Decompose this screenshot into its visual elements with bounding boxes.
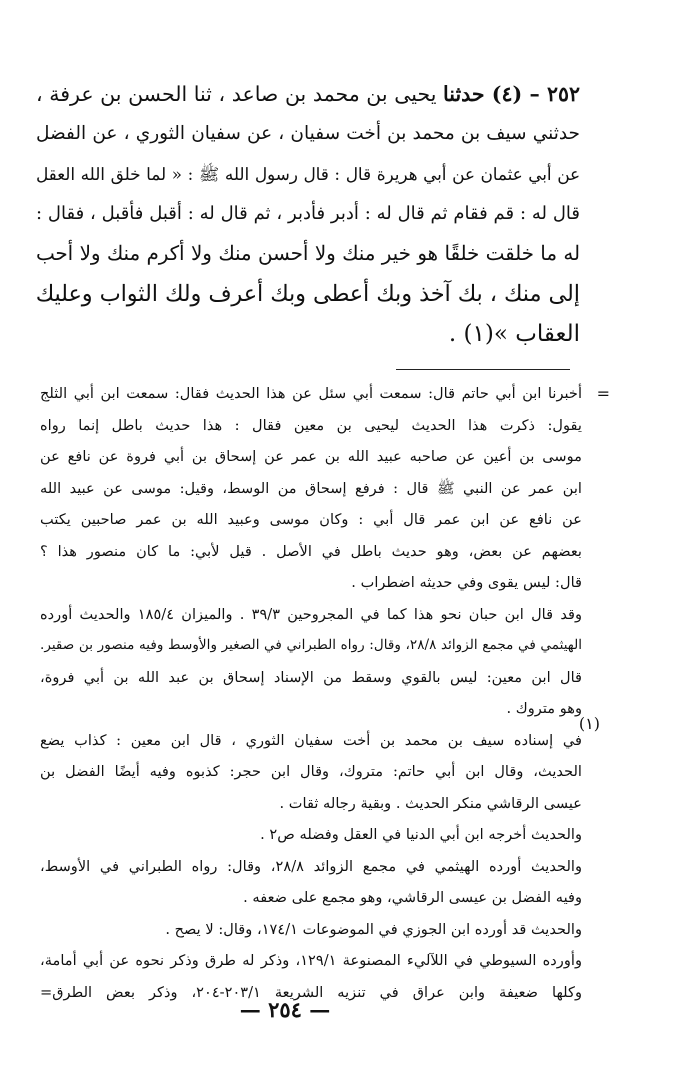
footnote-line: موسى بن أعين عن صاحبه عبيد الله بن عمر عن إسحاق بن أبي فروة عن نافع عن [40, 448, 582, 465]
footnote-line: والحديث أخرجه ابن أبي الدنيا في العقل وفضله ص٢ . [260, 826, 582, 843]
footnote-line: عيسى الرقاشي منكر الحديث . وبقية رجاله ثقات . [279, 794, 582, 812]
footnote-line: وأورده السيوطي في اللآليء المصنوعة ١٢٩/١، وذكر له طرق وذكر نحوه عن أبي أمامة، [40, 952, 582, 969]
main-line-4: قال له : قم فقام ثم قال له : أدبر فأدبر ، ثم قال له : أقبل فأقبل ، فقال : [36, 203, 580, 224]
footnote-line: في إسناده سيف بن محمد بن أخت سفيان الثوري ، قال ابن معين : كذاب يضع [40, 731, 582, 749]
footnote-line: والحديث أورده الهيثمي في مجمع الزوائد ٢٨/٨، وقال: رواه الطبراني في الأوسط، [40, 857, 582, 875]
footnote-line: وفيه الفضل بن عيسى الرقاشي، وهو مجمع على ضعفه . [243, 889, 582, 906]
footnote-line: بعضهم عن بعض، وهو حديث باطل في الأصل . قيل لأبي: ما كان منصور هذا ؟ [40, 542, 582, 560]
page-number: — ٢٥٤ — [239, 997, 331, 1022]
hadith-number: ٢٥٢ – (٤) حدثنا [443, 82, 580, 106]
main-line-5: له ما خلقت خلقًا هو خير منك ولا أحسن منك ولا أكرم منك ولا أحب [36, 242, 580, 265]
footnote-line: يقول: ذكرت هذا الحديث ليحيى بن معين فقال : هذا حديث باطل إنما رواه [40, 416, 582, 434]
footnotes [40, 378, 582, 1008]
main-line-2: حدثني سيف بن محمد بن أخت سفيان ، عن سفيان الثوري ، عن الفضل [36, 123, 580, 144]
main-text [36, 74, 580, 354]
footnote-line: وهو متروك . [506, 700, 582, 717]
footnote-line: قال: ليس يقوى وفي حديثه اضطراب . [351, 574, 582, 591]
continuation-marker: = [596, 384, 610, 403]
footnote-line: قال ابن معين: ليس بالقوي وسقط من الإسناد إسحاق بن عبد الله بن أبي فروة، [40, 668, 582, 686]
footnote-line: وكلها ضعيفة وابن عراق في تنزيه الشريعة ٢٠٣/١-٢٠٤، وذكر بعض الطرق= [40, 983, 583, 1001]
footnote-line: الهيثمي في مجمع الزوائد ٢٨/٨، وقال: رواه الطبراني في الصغير والأوسط وفيه منصور بن صقير. [40, 637, 582, 653]
main-line-6: إلى منك ، بك آخذ وبك أعطى وبك أعرف ولك الثواب وعليك [35, 281, 580, 307]
main-line-3: عن أبي عثمان عن أبي هريرة قال : قال رسول الله ﷺ : « لما خلق الله العقل [36, 164, 580, 184]
footnote-line: ابن عمر عن النبي ﷺ قال : فرفع إسحاق من الوسط، وقيل: موسى عن عبيد الله [40, 479, 582, 497]
main-line-7: العقاب »(١) . [448, 321, 580, 347]
footnote-1-marker: (١) [578, 714, 600, 733]
footnote-line: أخبرنا ابن أبي حاتم قال: سمعت أبي سئل عن هذا الحديث فقال: سمعت ابن أبي الثلج [40, 385, 582, 402]
footnote-line: عن نافع عن ابن عمر قال أبي : وكان موسى وعبيد الله بن عمر صاحبين يكتب [40, 511, 582, 528]
footnote-divider [396, 369, 570, 370]
main-line-1: ٢٥٢ – (٤) حدثنا يحيى بن محمد بن صاعد ، ثنا الحسن بن عرفة ، [36, 82, 580, 106]
footnote-line: وقد قال ابن حبان نحو هذا كما في المجروحين ٣٩/٣ . والميزان ١٨٥/٤ والحديث أورده [40, 605, 583, 623]
footnote-line: والحديث قد أورده ابن الجوزي في الموضوعات ١٧٤/١، وقال: لا يصح . [165, 920, 582, 938]
footnote-line: الحديث، وقال ابن أبي حاتم: متروك، وقال ابن حجر: كذبوه وفيه أيضًا الفضل بن [40, 763, 582, 780]
